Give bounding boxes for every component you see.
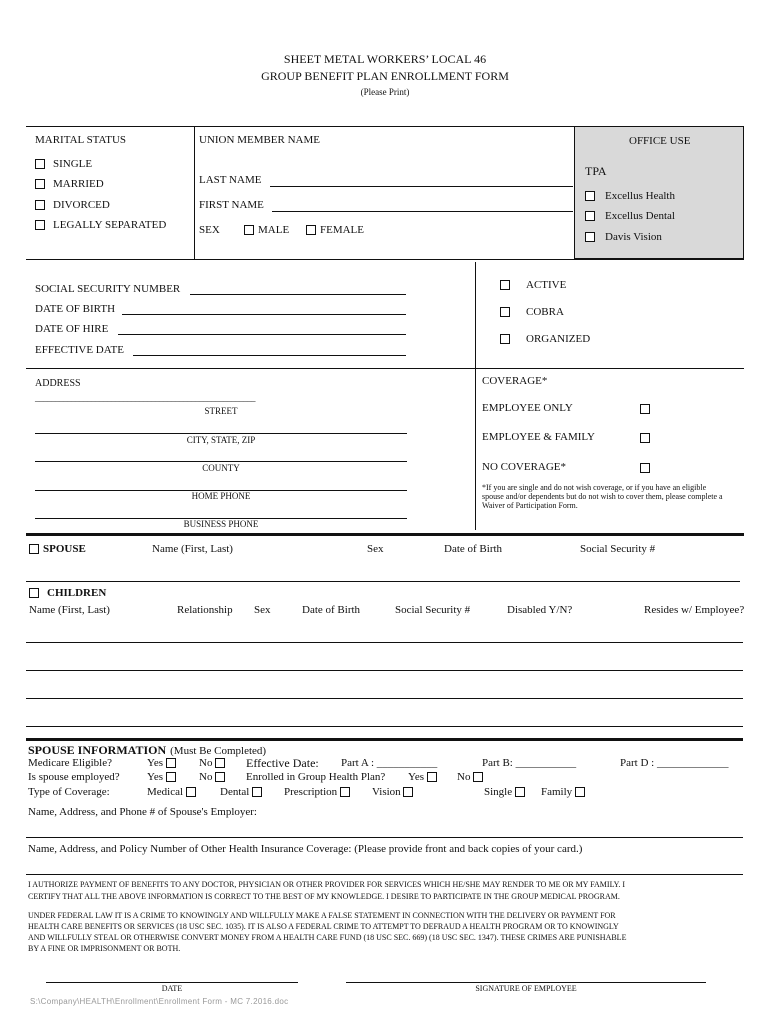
spouse-name-col: Name (First, Last) — [152, 543, 233, 555]
last-name-label: LAST NAME — [199, 174, 262, 186]
signature-label: SIGNATURE OF EMPLOYEE — [475, 984, 577, 993]
office-use-heading: OFFICE USE — [629, 135, 691, 147]
checkbox-icon[interactable] — [35, 179, 45, 189]
checkbox-icon[interactable] — [29, 588, 39, 598]
coverage-type-vision[interactable]: Vision — [372, 786, 417, 798]
address-heading: ADDRESS — [35, 378, 81, 389]
checkbox-icon[interactable] — [29, 544, 39, 554]
first-name-label: FIRST NAME — [199, 199, 264, 211]
coverage-type-dental[interactable]: Dental — [220, 786, 266, 798]
marital-option-single[interactable]: SINGLE — [35, 158, 92, 170]
authorization-line1: I AUTHORIZE PAYMENT OF BENEFITS TO ANY DOCTOR, PHYSICIAN OR OTHER PROVIDER FOR SERVICES WHICH HE/SHE MAY RENDER TO ME OR MY FAMILY. I — [28, 880, 626, 889]
medicare-eligible-label: Medicare Eligible? — [28, 757, 112, 769]
checkbox-icon[interactable] — [35, 159, 45, 169]
tpa-option-excellus-dental[interactable]: Excellus Dental — [585, 210, 675, 222]
form-instruction: (Please Print) — [360, 87, 410, 97]
checkbox-icon[interactable] — [473, 772, 483, 782]
spouse-ssn-col: Social Security # — [580, 543, 656, 555]
coverage-type-single[interactable]: Single — [484, 786, 529, 798]
checkbox-icon[interactable] — [186, 787, 196, 797]
checkbox-icon[interactable] — [427, 772, 437, 782]
tpa-option-davis-vision[interactable]: Davis Vision — [585, 231, 662, 243]
status-option-cobra[interactable]: COBRA — [500, 306, 564, 318]
coverage-type-label: Type of Coverage: — [28, 786, 110, 798]
coverage-note-line2: spouse and/or dependents but do not wish to cover them, please complete a — [482, 492, 723, 501]
part-b-field[interactable]: Part B: ___________ — [482, 757, 577, 769]
status-option-organized[interactable]: ORGANIZED — [500, 333, 590, 345]
checkbox-icon[interactable] — [306, 225, 316, 235]
children-col-disabled: Disabled Y/N? — [507, 604, 573, 616]
coverage-none-label: NO COVERAGE* — [482, 461, 567, 473]
part-a-field[interactable]: Part A : ___________ — [341, 757, 438, 769]
sex-label: SEX — [199, 224, 220, 236]
children-col-dob: Date of Birth — [302, 604, 361, 616]
coverage-employee-only-checkbox[interactable] — [640, 404, 650, 414]
spouse-employed-label: Is spouse employed? — [28, 771, 120, 783]
checkbox-icon[interactable] — [35, 200, 45, 210]
other-insurance-field[interactable] — [26, 874, 743, 875]
ssn-label: SOCIAL SECURITY NUMBER — [35, 283, 181, 295]
date-field[interactable] — [46, 982, 298, 983]
city-label: CITY, STATE, ZIP — [186, 435, 256, 445]
form-org-title: SHEET METAL WORKERS’ LOCAL 46 — [283, 52, 487, 66]
city-field[interactable] — [35, 433, 407, 434]
tpa-option-excellus-health[interactable]: Excellus Health — [585, 190, 675, 202]
marital-option-divorced[interactable]: DIVORCED — [35, 199, 110, 211]
spouse-dob-col: Date of Birth — [444, 543, 503, 555]
medicare-no[interactable]: No — [199, 757, 229, 769]
first-name-field[interactable] — [272, 211, 573, 212]
effective-date-spouse-label: Effective Date: — [246, 756, 319, 770]
dob-label: DATE OF BIRTH — [35, 303, 116, 315]
checkbox-icon[interactable] — [500, 334, 510, 344]
authorization-line2: CERTIFY THAT ALL THE ABOVE INFORMATION IS CORRECT TO THE BEST OF MY KNOWLEDGE. I DESIRE TO PARTICIPATE IN THE GROUP MEDICAL PROGRAM. — [28, 892, 620, 901]
checkbox-icon[interactable] — [252, 787, 262, 797]
coverage-type-prescription[interactable]: Prescription — [284, 786, 354, 798]
sex-option-female[interactable]: FEMALE — [306, 224, 364, 236]
tpa-label: TPA — [585, 164, 607, 178]
checkbox-icon[interactable] — [575, 787, 585, 797]
enrolled-no[interactable]: No — [457, 771, 487, 783]
business-phone-label: BUSINESS PHONE — [183, 519, 259, 529]
coverage-type-family[interactable]: Family — [541, 786, 589, 798]
checkbox-icon[interactable] — [585, 232, 595, 242]
date-label: DATE — [161, 984, 183, 993]
children-checkbox-row[interactable]: CHILDREN — [29, 587, 106, 599]
county-label: COUNTY — [202, 463, 240, 473]
checkbox-icon[interactable] — [500, 280, 510, 290]
marital-status-heading: MARITAL STATUS — [35, 134, 127, 146]
employed-yes[interactable]: Yes — [147, 771, 180, 783]
checkbox-icon[interactable] — [500, 307, 510, 317]
signature-field[interactable] — [346, 982, 706, 983]
child-row-line[interactable] — [26, 670, 743, 671]
checkbox-icon[interactable] — [585, 211, 595, 221]
enrolled-group-plan-label: Enrolled in Group Health Plan? — [246, 771, 386, 783]
form-title: GROUP BENEFIT PLAN ENROLLMENT FORM — [261, 69, 509, 83]
children-col-name: Name (First, Last) — [29, 604, 110, 616]
children-col-ssn: Social Security # — [395, 604, 471, 616]
effective-date-field[interactable] — [133, 355, 406, 356]
file-path-footer: S:\Company\HEALTH\Enrollment\Enrollment Form - MC 7.2016.doc — [30, 997, 289, 1006]
doh-field[interactable] — [118, 334, 406, 335]
checkbox-icon[interactable] — [515, 787, 525, 797]
ssn-field[interactable] — [190, 294, 406, 295]
checkbox-icon[interactable] — [244, 225, 254, 235]
coverage-note-line1: *If you are single and do not wish coverage, or if you have an eligible — [482, 483, 707, 492]
coverage-none-checkbox[interactable] — [640, 463, 650, 473]
checkbox-icon[interactable] — [340, 787, 350, 797]
coverage-note-line3: Waiver of Participation Form. — [482, 501, 578, 510]
children-col-relationship: Relationship — [177, 604, 233, 616]
spouse-info-heading: SPOUSE INFORMATION (Must Be Completed) — [28, 743, 267, 757]
status-option-active[interactable]: ACTIVE — [500, 279, 566, 291]
checkbox-icon[interactable] — [35, 220, 45, 230]
marital-option-legally-separated[interactable]: LEGALLY SEPARATED — [35, 219, 166, 231]
spouse-employer-field[interactable] — [26, 837, 743, 838]
county-field[interactable] — [35, 461, 407, 462]
home-phone-label: HOME PHONE — [191, 491, 251, 501]
children-col-sex: Sex — [254, 604, 271, 616]
union-member-heading: UNION MEMBER NAME — [199, 134, 320, 146]
coverage-employee-family-label: EMPLOYEE & FAMILY — [482, 431, 595, 443]
other-insurance-label: Name, Address, and Policy Number of Other Health Insurance Coverage: (Please provide front and back copies of your card.) — [28, 843, 583, 855]
checkbox-icon[interactable] — [585, 191, 595, 201]
spouse-sex-col: Sex — [367, 543, 384, 555]
medicare-yes[interactable]: Yes — [147, 757, 180, 769]
federal-law-line4: BY A FINE OR IMPRISONMENT OR BOTH. — [28, 944, 181, 953]
coverage-heading: COVERAGE* — [482, 375, 548, 387]
last-name-field[interactable] — [270, 186, 573, 187]
effective-date-label: EFFECTIVE DATE — [35, 344, 124, 356]
enrolled-yes[interactable]: Yes — [408, 771, 441, 783]
federal-law-line2: HEALTH CARE BENEFITS OR SERVICES (18 USC SEC. 1035). IT IS ALSO A FEDERAL CRIME TO ATTEMPT TO DEFRAUD A HEALTH PROGRAM OR TO KNOWINGLY — [28, 922, 619, 931]
checkbox-icon[interactable] — [166, 772, 176, 782]
dob-field[interactable] — [122, 314, 406, 315]
spouse-checkbox-row[interactable]: SPOUSE — [29, 543, 86, 555]
checkbox-icon[interactable] — [215, 772, 225, 782]
coverage-type-medical[interactable]: Medical — [147, 786, 200, 798]
checkbox-icon[interactable] — [166, 758, 176, 768]
employed-no[interactable]: No — [199, 771, 229, 783]
federal-law-line3: AND WILLFULLY STEAL OR OTHERWISE CONVERT MONEY FROM A HEALTH CARE FUND (18 USC SEC. 669) (18 USC SEC. 1347). THESE CRIMES ARE PUNISHABLE — [28, 933, 627, 942]
federal-law-line1: UNDER FEDERAL LAW IT IS A CRIME TO KNOWINGLY AND WILLFULLY MAKE A FALSE STATEMENT IN CONNECTION WITH THE DELIVERY OR PAYMENT FOR — [28, 911, 616, 920]
child-row-line[interactable] — [26, 726, 743, 727]
part-d-field[interactable]: Part D : _____________ — [620, 757, 729, 769]
marital-option-married[interactable]: MARRIED — [35, 178, 104, 190]
checkbox-icon[interactable] — [403, 787, 413, 797]
sex-option-male[interactable]: MALE — [244, 224, 289, 236]
coverage-employee-only-label: EMPLOYEE ONLY — [482, 402, 573, 414]
street-label: STREET — [204, 406, 238, 416]
spouse-employer-label: Name, Address, and Phone # of Spouse's Employer: — [28, 806, 257, 818]
coverage-employee-family-checkbox[interactable] — [640, 433, 650, 443]
checkbox-icon[interactable] — [215, 758, 225, 768]
children-col-resides: Resides w/ Employee? — [644, 604, 745, 616]
child-row-line[interactable] — [26, 642, 743, 643]
address-dash-line: _______________________________________________________ — [35, 393, 255, 403]
doh-label: DATE OF HIRE — [35, 323, 109, 335]
child-row-line[interactable] — [26, 698, 743, 699]
